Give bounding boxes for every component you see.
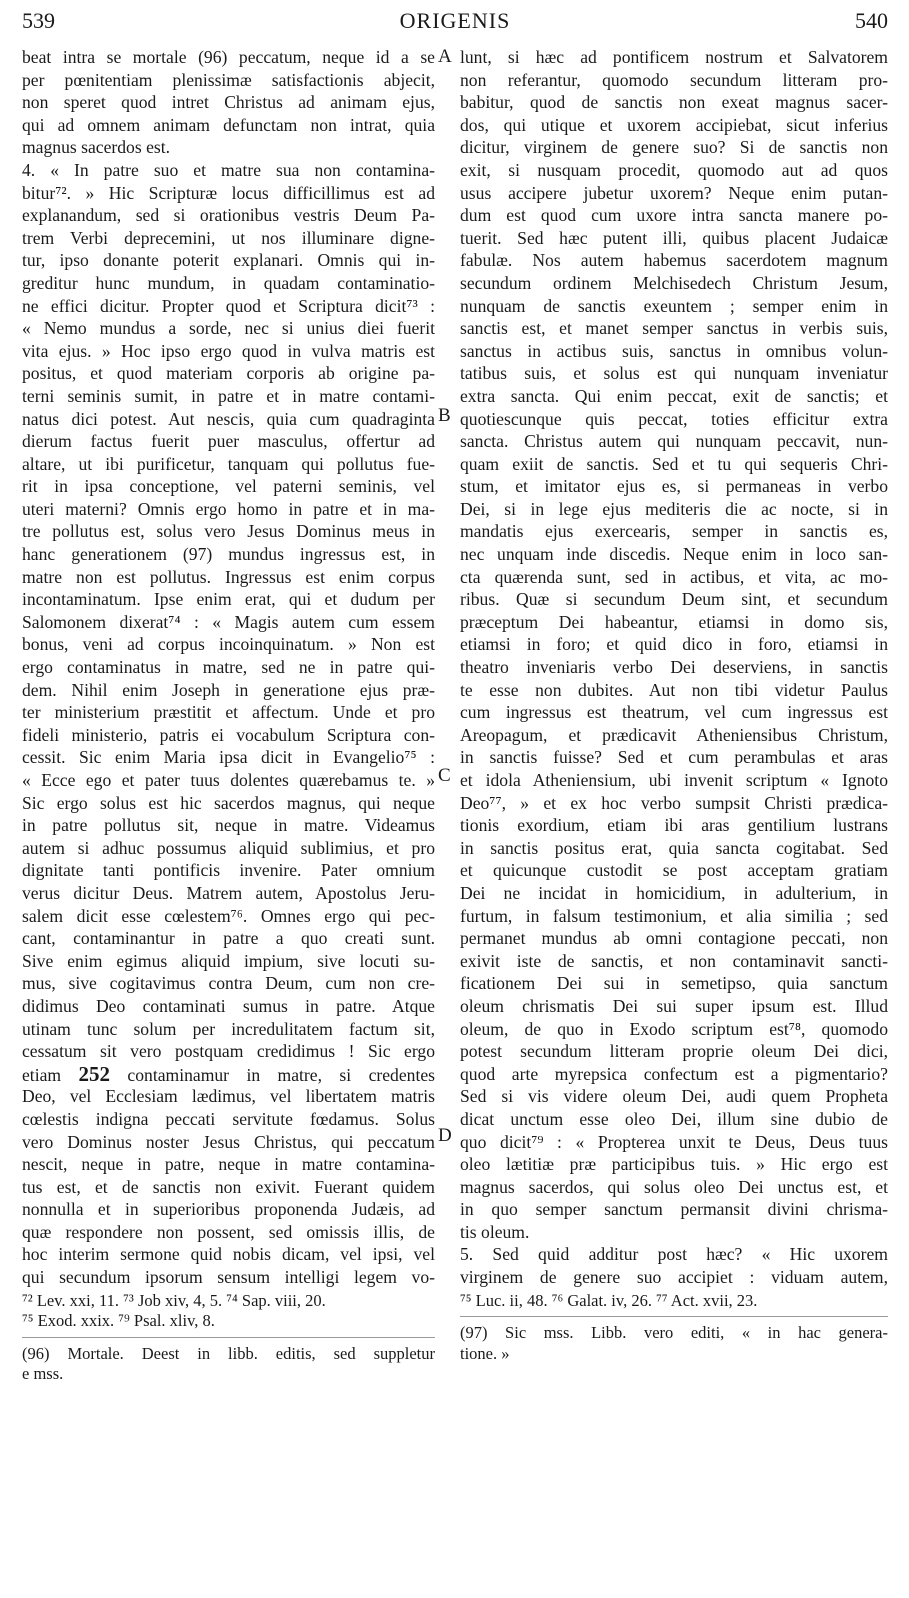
text-line: tatibus suis, et solus est qui nunquam inveniatur <box>460 363 888 384</box>
text-line: bonus, veni ad corpus incoinquinatum. » Non est <box>22 634 435 655</box>
text-line: lunt, si hæc ad pontificem nostrum et Salvatorem <box>460 47 888 67</box>
text-line: quæ respondere non possent, sed omissis illis, de <box>22 1221 435 1242</box>
text-line: tur, ipso donante poterit explanari. Omnis qui in- <box>22 250 435 271</box>
right-footnotes <box>460 1291 888 1312</box>
text-line: uteri materni? Omnis ergo homo in patre et in ma- <box>22 498 435 519</box>
text-line: explanandum, sed si orationibus vestris Deum Pa- <box>22 205 435 226</box>
text-line: oleum chrismatis Dei sui super ipsum est. Illud <box>460 995 888 1016</box>
text-line: tus est, et de sanctis non exivit. Fuerant quidem <box>22 1176 435 1197</box>
right-note-divider <box>460 1316 888 1317</box>
text-line: exivit iste de sanctis, et non contaminavit sancti- <box>460 950 888 971</box>
left-column-text <box>22 46 435 1289</box>
text-line: per pœnitentiam plenissimæ satisfactionis abjecit, <box>22 69 435 90</box>
text-line: ne effici dicitur. Propter quod et Scriptura dicit⁷³ : <box>22 295 435 316</box>
text-line: terni seminis sumit, in patre et in matre contami- <box>22 385 435 406</box>
text-line: tre pollutus est, solus vero Jesus Dominus meus in <box>22 521 435 542</box>
text-line: nunquam de sanctis exeuntem ; semper enim in <box>460 295 888 316</box>
text-line: 5. Sed quid additur post hæc? « Hic uxorem <box>460 1244 888 1265</box>
text-line: « Nemo mundus a sorde, nec si unius diei fuerit <box>22 318 435 339</box>
text-line: didimus Deo contaminati sumus in patre. Atque <box>22 995 435 1016</box>
text-line: 4. « In patre suo et matre sua non contamina- <box>22 159 435 180</box>
margin-marker-b: B <box>438 405 451 426</box>
left-editorial-notes <box>22 1344 435 1385</box>
text-line: Dei, si in lege ejus mediteris die ac nocte, si in <box>460 498 888 519</box>
text-line: hoc interim sermone quid nobis dicam, vel ipsi, vel <box>22 1244 435 1265</box>
text-line: Sed si vis videre oleum Dei, audi quem Propheta <box>460 1086 888 1107</box>
text-line: matre non est pollutus. Ingressus est enim corpus <box>22 566 435 587</box>
text-line: rit in ipsa conceptione, vel paterni seminis, vel <box>22 476 435 497</box>
text-line: oleum, de quo in Exodo scriptum est⁷⁸, quomodo <box>460 1018 888 1039</box>
margin-marker-a: A <box>438 46 452 67</box>
text-line: vita ejus. » Hoc ipso ergo quod in vulva matris est <box>22 340 435 361</box>
margin-marker-c: C <box>438 765 451 786</box>
text-line: dem. Nihil enim Joseph in generatione ejus præ- <box>22 679 435 700</box>
text-line: dicat unctum esse oleo Dei, illum sine dubio de <box>460 1108 888 1129</box>
text-line: Salomonem dixerat⁷⁴ : « Magis autem cum essem <box>22 611 435 632</box>
text-line: sancta. Christus autem qui nunquam peccavit, nun- <box>460 431 888 452</box>
text-line: cta quærenda sunt, sed in actibus, et vita, ac mo- <box>460 566 888 587</box>
note-line: e mss. <box>22 1364 64 1384</box>
text-line: Dei ne incidat in homicidium, in adulterium, in <box>460 882 888 903</box>
left-note-divider <box>22 1337 435 1338</box>
text-line: dum est quod cum uxore intra sancta manere po- <box>460 205 888 226</box>
left-column <box>22 46 435 1385</box>
text-line: dignitate tanti pontificis invenire. Pater omnium <box>22 860 435 881</box>
footnote-line: ⁷² Lev. xxi, 11. ⁷³ Job xiv, 4, 5. ⁷⁴ Sap. viii, 20. <box>22 1290 326 1310</box>
text-line: quo dicit⁷⁹ : « Propterea unxit te Deus, Deus tuus <box>460 1131 888 1152</box>
text-line: in quo semper sanctum permansit divini chrisma- <box>460 1199 888 1220</box>
text-line: cant, contaminantur in patre a quo creati sunt. <box>22 928 435 949</box>
text-line: quotiescunque quis peccat, toties efficitur extra <box>460 408 888 429</box>
text-fragment: etiam <box>22 1064 79 1085</box>
text-line: cum ingressus est theatrum, vel cum ingressus est <box>460 702 888 723</box>
text-line: fideli ministerio, patris ei vocabulum Scriptura con- <box>22 724 435 745</box>
text-line: quod arte myrepsica confectum est a pigmentario? <box>460 1063 888 1084</box>
text-line: usus accipere jubetur uxorem? Neque enim putan- <box>460 182 888 203</box>
text-line: dicitur, virginem de genere suo? Si de sanctis non <box>460 137 888 158</box>
text-line: verus dicitur Deus. Matrem autem, Apostolus Jeru- <box>22 882 435 903</box>
page-number-right: 540 <box>855 8 888 33</box>
text-line: permanet mundus ab omni contagione peccati, non <box>460 928 888 949</box>
text-line: magnus sacerdos, qui solus oleo Dei unctus est, et <box>460 1176 888 1197</box>
footnote-line: ⁷⁵ Exod. xxix. ⁷⁹ Psal. xliv, 8. <box>22 1311 215 1331</box>
text-line: te esse non dubites. Aut non tibi videtur Paulus <box>460 679 888 700</box>
text-line: nec unquam inde discedis. Neque enim in loco san- <box>460 544 888 565</box>
text-line: autem si adhuc possumus aliquid sublimius, et pro <box>22 837 435 858</box>
text-line: dos, qui utique et uxorem accipiebat, sicut inferius <box>460 114 888 135</box>
text-line: stum, et imitator ejus es, si permaneas in verbo <box>460 476 888 497</box>
text-line: ribus. Quæ si secundum Deum sint, et secundum <box>460 589 888 610</box>
running-title: ORIGENIS <box>399 8 511 33</box>
text-line: Areopagum, et prædicavit Atheniensibus Christum, <box>460 724 888 745</box>
text-line: Deo⁷⁷, » et ex hoc verbo sumpsit Christi prædica- <box>460 792 888 813</box>
text-line: utinam tunc solum per incredulitatem factum sit, <box>22 1018 435 1039</box>
margin-marker-d: D <box>438 1125 452 1146</box>
text-line: et idola Atheniensium, ubi invenit scriptum « Ignoto <box>460 770 888 790</box>
text-line: potest secundum litteram proprie oleum Dei dici, <box>460 1041 888 1062</box>
text-line: greditur hunc mundum, in quadam contaminatio- <box>22 272 435 293</box>
text-line: cœlestis indigna peccati servitute fœdamus. Solus <box>22 1108 435 1129</box>
text-line: tuerit. Sed hæc putent illi, quibus placent Judaicæ <box>460 227 888 248</box>
text-line: Sic ergo solus est hic sacerdos magnus, qui neque <box>22 792 435 813</box>
text-line: ficationem Dei sui in semetipso, quia sanctum <box>460 973 888 994</box>
text-line: secundum ordinem Melchisedech Christum Jesum, <box>460 272 888 293</box>
text-line: bitur⁷². » Hic Scripturæ locus difficillimus est ad <box>22 182 435 203</box>
text-line: exit, si nusquam procedit, quomodo aut ad quos <box>460 159 888 180</box>
note-line: (97) Sic mss. Libb. vero editi, « in hac genera- <box>460 1323 888 1343</box>
text-line: nonnulla et in superioribus proponenda Judæis, ad <box>22 1199 435 1220</box>
text-line: salem dicit esse cœlestem⁷⁶. Omnes ergo qui pec- <box>22 905 435 926</box>
text-line: extra sancta. Qui enim peccat, exit de sanctis; et <box>460 385 888 406</box>
text-line: theatro inveniaris verbo Dei deserviens, in sanctis <box>460 657 888 678</box>
text-line: fabulæ. Nos autem habemus sacerdotem magnum <box>460 250 888 271</box>
text-line: in sanctis positus erat, quia sancta cogitabat. Sed <box>460 837 888 858</box>
page-header <box>22 8 888 34</box>
right-column-text <box>460 46 888 1289</box>
text-line: virginem de genere suo accipiet : viduam autem, <box>460 1267 888 1288</box>
text-line <box>22 1063 435 1086</box>
text-line: etiamsi in foro; et quid dico in foro, etiamsi in <box>460 634 888 655</box>
text-line: nescit, neque in patre, neque in matre contamina- <box>22 1154 435 1175</box>
text-line: oleo lætitiæ præ participibus tuis. » Hic ergo est <box>460 1154 888 1175</box>
right-column <box>460 46 888 1364</box>
text-line: positus, et quod materiam corporis ab origine pa- <box>22 363 435 384</box>
text-line: Sive enim egimus aliquid impium, sive locuti su- <box>22 950 435 971</box>
text-line: cessit. Sic enim Maria ipsa dicit in Evangelio⁷⁵ : <box>22 747 435 768</box>
text-line: non speret quod intret Christus ad animam ejus, <box>22 92 435 113</box>
text-fragment: contaminamur in matre, si credentes <box>110 1064 435 1085</box>
text-line: qui ad omnem animam defunctam non intrat, quia <box>22 114 435 135</box>
text-line: non referantur, quomodo secundum litteram pro- <box>460 69 888 90</box>
text-line: vero Dominus noster Jesus Christus, qui peccatum <box>22 1131 435 1152</box>
footnote-line: ⁷⁵ Luc. ii, 48. ⁷⁶ Galat. iv, 26. ⁷⁷ Act. xvii, 23. <box>460 1290 758 1310</box>
text-line: in patre pollutus sit, neque in matre. Videamus <box>22 815 435 836</box>
text-line: ter ministerium præstitit et affectum. Unde et pro <box>22 702 435 723</box>
text-line: hanc generationem (97) mundus ingressus est, in <box>22 544 435 565</box>
text-line: mandatis ejus exercearis, semper in sanctis es, <box>460 521 888 542</box>
note-line: tione. » <box>460 1343 510 1363</box>
right-editorial-notes <box>460 1323 888 1364</box>
text-line: natus dici potest. Aut nescis, quia cum quadraginta <box>22 408 435 429</box>
text-line: qui secundum ipsorum sensum intelligi legem vo- <box>22 1267 435 1288</box>
text-line: trem Verbi deprecemini, ut nos illuminare digne- <box>22 227 435 248</box>
text-line: dierum factus fuerit puer masculus, offertur ad <box>22 431 435 452</box>
text-line: sanctus in actibus suis, sanctus in omnibus volun- <box>460 340 888 361</box>
column-number: 252 <box>78 1062 110 1086</box>
text-line: tionis exordium, etiam ibi aras gentilium lustrans <box>460 815 888 836</box>
text-line: in sanctis fuisse? Sed et cum perambulas et aras <box>460 747 888 768</box>
text-line: beat intra se mortale (96) peccatum, neque id a se <box>22 47 435 67</box>
text-line: furtum, in falsum testimonium, et alia similia ; sed <box>460 905 888 926</box>
text-line: cessatum sit vero postquam credidimus ! Sic ergo <box>22 1041 435 1062</box>
page-number-left: 539 <box>22 8 55 33</box>
left-footnotes <box>22 1291 435 1332</box>
text-line: altare, ut ibi purificetur, tanquam qui pollutus fue- <box>22 453 435 474</box>
text-line: mus, sive cogitavimus contra Deum, cum non cre- <box>22 973 435 994</box>
text-line: præceptum Dei habeantur, etiamsi in domo sis, <box>460 611 888 632</box>
text-line: et quicunque custodit se post acceptam gratiam <box>460 860 888 881</box>
text-line: « Ecce ego et pater tuus dolentes quærebamus te. » <box>22 770 435 790</box>
text-line: Deo, vel Ecclesiam lædimus, vel libertatem matris <box>22 1086 435 1107</box>
text-line: quam exiit de sanctis. Sed et tu qui sequeris Chri- <box>460 453 888 474</box>
note-line: (96) Mortale. Deest in libb. editis, sed suppletur <box>22 1343 435 1363</box>
text-line: tis oleum. <box>460 1221 530 1242</box>
text-line: sanctis est, et manet semper sanctus in verbis suis, <box>460 318 888 339</box>
text-line: incontaminatum. Ipse enim erat, qui et dudum per <box>22 589 435 610</box>
text-line: ergo contaminatus in matre, sed ne in patre qui- <box>22 657 435 678</box>
text-line: babitur, quod de sanctis non exeat magnus sacer- <box>460 92 888 113</box>
text-line: magnus sacerdos est. <box>22 137 171 158</box>
